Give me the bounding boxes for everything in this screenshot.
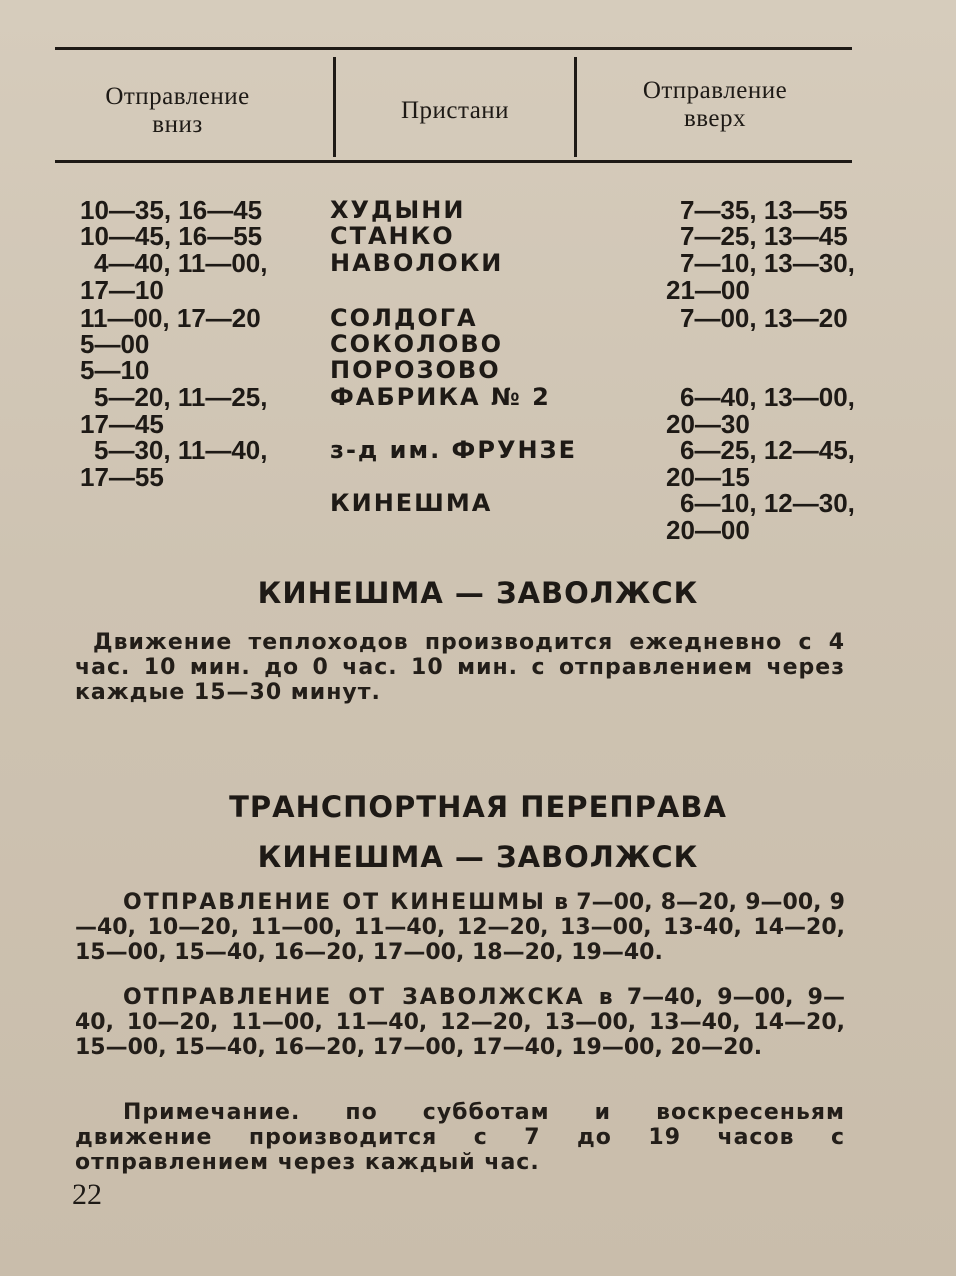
departure-down-times xyxy=(80,384,309,438)
departure-up-times-line: 20—30 xyxy=(666,409,750,439)
table-top-rule xyxy=(55,47,852,50)
pier-name: НАВОЛОКИ xyxy=(330,249,504,277)
departure-down-times xyxy=(80,357,295,384)
header-text: Отправление xyxy=(105,83,250,110)
pier-name: СОЛДОГА xyxy=(330,304,478,332)
departure-down-times-line: 10—45, 16—55 xyxy=(80,221,263,251)
note-label: Примечание. xyxy=(123,1100,301,1125)
pier-name: ФАБРИКА № 2 xyxy=(330,383,551,411)
departure-down-times-line: 17—55 xyxy=(80,462,164,492)
departure-up-times-line: 7—25, 13—45 xyxy=(680,221,848,251)
pier-name: ПОРОЗОВО xyxy=(330,356,501,384)
pier-name: ХУДЫНИ xyxy=(330,196,466,224)
section-text: Движение теплоходов производится ежедневно с 4 час. 10 мин. до 0 час. 10 мин. с отправлением через каждые 15—30 минут. xyxy=(75,630,845,705)
departure-up-times-line: 20—15 xyxy=(666,462,750,492)
departure-down-times-line: 10—35, 16—45 xyxy=(80,195,263,225)
header-departure-down xyxy=(70,83,285,139)
departures-times: в 7—00, 8—20, 9—00, 9—40, 10—20, 11—00, 11—40, 12—20, 13—00, 13-40, 14—20, 15—00, 15—40, 16—20, 17—00, 18—20, 19—40. xyxy=(75,890,845,965)
departure-up-times xyxy=(662,223,880,250)
departures-kineshma xyxy=(75,890,845,965)
departure-up-times-line: 7—10, 13—30, xyxy=(680,248,855,278)
header-text: вниз xyxy=(152,111,203,138)
departure-up-times xyxy=(662,305,880,332)
header-departure-up xyxy=(600,77,830,133)
header-piers: Пристани xyxy=(400,97,510,124)
page-number: 22 xyxy=(72,1178,102,1211)
departure-up-times-line: 7—35, 13—55 xyxy=(680,195,848,225)
departure-up-times-line: 21—00 xyxy=(666,275,750,305)
section-subtitle: КИНЕШМА — ЗАВОЛЖСК xyxy=(257,840,699,874)
departure-up-times xyxy=(662,250,880,304)
column-divider xyxy=(574,57,577,157)
pier-name: КИНЕШМА xyxy=(330,489,493,517)
departure-up-times xyxy=(662,437,880,491)
departure-down-times xyxy=(80,223,295,250)
departure-down-times xyxy=(80,305,295,332)
departure-up-times xyxy=(662,384,880,438)
departure-up-times xyxy=(662,197,880,224)
section-title: КИНЕШМА — ЗАВОЛЖСК xyxy=(257,576,699,610)
departure-down-times xyxy=(80,197,295,224)
header-text: вверх xyxy=(683,105,747,132)
departures-label: ОТПРАВЛЕНИЕ ОТ КИНЕШМЫ xyxy=(123,890,546,915)
departure-up-times-line: 20—00 xyxy=(666,515,750,545)
departure-up-times-line: 6—10, 12—30, xyxy=(680,488,855,518)
departures-zavolzhsk xyxy=(75,985,845,1060)
note xyxy=(75,1100,845,1175)
departure-down-times-line: 11—00, 17—20 xyxy=(80,303,261,333)
header-text: Отправление xyxy=(642,77,788,104)
note-text: по субботам и воскресеньям движение производится с 7 до 19 часов с отправлением через каждый час. xyxy=(75,1100,845,1175)
departure-up-times-line: 7—00, 13—20 xyxy=(680,303,848,333)
departures-label: ОТПРАВЛЕНИЕ ОТ ЗАВОЛЖСКА xyxy=(123,985,585,1010)
table-header-rule xyxy=(55,160,852,163)
pier-name: з-д им. ФРУНЗЕ xyxy=(330,436,577,464)
section-title: ТРАНСПОРТНАЯ ПЕРЕПРАВА xyxy=(229,790,727,824)
pier-name: СОКОЛОВО xyxy=(330,330,504,358)
departure-down-times xyxy=(80,437,309,491)
departure-down-times-line: 5—00 xyxy=(80,329,150,359)
departure-down-times-line: 4—40, 11—00, xyxy=(94,248,268,278)
departure-down-times-line: 5—20, 11—25, xyxy=(94,382,268,412)
departure-down-times-line: 5—30, 11—40, xyxy=(94,435,268,465)
departure-down-times-line: 17—45 xyxy=(80,409,164,439)
departure-down-times-line: 17—10 xyxy=(80,275,164,305)
departures-times: в 7—40, 9—00, 9—40, 10—20, 11—00, 11—40, 12—20, 13—00, 13—40, 14—20, 15—00, 15—40, 16—20, 17—00, 17—40, 19—00, 20—20. xyxy=(75,985,845,1060)
departure-down-times xyxy=(80,250,309,304)
departure-up-times-line: 6—40, 13—00, xyxy=(680,382,855,412)
pier-name: СТАНКО xyxy=(330,222,455,250)
departure-down-times-line: 5—10 xyxy=(80,355,150,385)
departure-down-times xyxy=(80,331,295,358)
departure-up-times xyxy=(662,490,880,544)
departure-up-times-line: 6—25, 12—45, xyxy=(680,435,855,465)
column-divider xyxy=(333,57,336,157)
